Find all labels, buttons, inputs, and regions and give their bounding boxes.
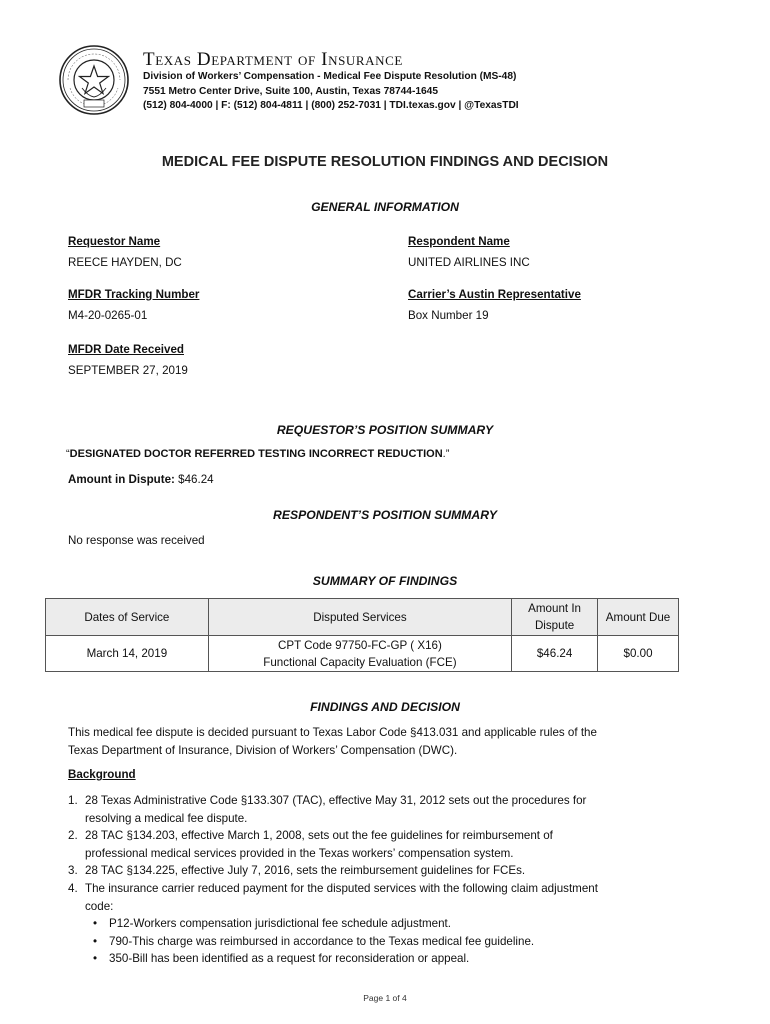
letterhead — [143, 50, 703, 114]
list-item-text: The insurance carrier reduced payment for the disputed services with the following claim adjustment — [85, 881, 598, 895]
agency-contact: (512) 804-4000 | F: (512) 804-4811 | (800) 252-7031 | TDI.texas.gov | @TexasTDI — [143, 100, 519, 111]
quote-open: “ — [66, 448, 70, 460]
requestor-position-quote — [66, 448, 449, 460]
adjustment-code-item — [89, 915, 698, 933]
adjustment-codes-list — [85, 915, 698, 968]
date-received-label: MFDR Date Received — [68, 343, 184, 356]
list-item-text: 28 Texas Administrative Code §133.307 (TAC), effective May 31, 2012 sets out the procedures for — [85, 794, 587, 807]
adjustment-code-item — [89, 933, 698, 951]
background-list — [68, 792, 698, 968]
carrier-rep-value: Box Number 19 — [408, 309, 489, 322]
table-header-row — [46, 599, 679, 636]
background-label: Background — [68, 768, 136, 781]
respondent-name-value: UNITED AIRLINES INC — [408, 256, 530, 269]
document-title: MEDICAL FEE DISPUTE RESOLUTION FINDINGS AND DECISION — [161, 154, 609, 170]
tdi-seal-icon — [58, 44, 130, 116]
bullet-icon: • — [93, 934, 98, 948]
requestor-name-value: REECE HAYDEN, DC — [68, 256, 182, 269]
list-item-text: code: — [85, 899, 114, 913]
list-item-text: professional medical services provided in the Texas workers’ compensation system. — [85, 846, 514, 860]
page-number: Page 1 of 4 — [363, 993, 407, 1003]
respondent-position-text: No response was received — [68, 534, 205, 547]
column-header: Amount Due — [598, 599, 679, 636]
list-item — [68, 862, 698, 880]
date-received-value: SEPTEMBER 27, 2019 — [68, 364, 188, 377]
amount-in-dispute-cell: $46.24 — [512, 636, 598, 672]
quote-close: .” — [442, 448, 450, 460]
general-information-heading: GENERAL INFORMATION — [311, 200, 459, 214]
summary-heading: SUMMARY OF FINDINGS — [312, 574, 458, 588]
service-code: CPT Code 97750-FC-GP ( X16) — [277, 638, 442, 652]
intro-line: This medical fee dispute is decided pursuant to Texas Labor Code §413.031 and applicable rules of the — [68, 726, 597, 739]
adjustment-code-text: 790-This charge was reimbursed in accordance to the Texas medical fee guideline. — [109, 934, 535, 948]
intro-line: Texas Department of Insurance, Division of Workers’ Compensation (DWC). — [68, 743, 458, 757]
requestor-name-label: Requestor Name — [68, 235, 161, 248]
findings-intro — [68, 724, 688, 759]
carrier-rep-label: Carrier’s Austin Representative — [408, 288, 581, 301]
column-header-line: Dispute — [534, 619, 575, 632]
amount-in-dispute-label: Amount in Dispute: — [68, 473, 175, 486]
column-header: Dates of Service — [46, 599, 209, 636]
column-header — [512, 599, 598, 636]
list-item-text: resolving a medical fee dispute. — [85, 811, 248, 825]
list-number: 1. — [68, 794, 78, 807]
disputed-services-cell — [208, 636, 511, 672]
date-of-service-cell: March 14, 2019 — [46, 636, 209, 672]
adjustment-code-item — [89, 950, 698, 968]
list-item — [68, 792, 698, 827]
amount-in-dispute — [68, 473, 214, 486]
amount-due-cell: $0.00 — [598, 636, 679, 672]
amount-in-dispute-value: $46.24 — [178, 473, 214, 486]
list-number: 2. — [68, 829, 78, 843]
requestor-position-heading: REQUESTOR’S POSITION SUMMARY — [276, 423, 494, 437]
quote-text: DESIGNATED DOCTOR REFERRED TESTING INCORRECT REDUCTION — [69, 448, 443, 460]
column-header-line: Amount In — [528, 602, 582, 615]
list-number: 3. — [68, 864, 78, 878]
column-header: Disputed Services — [208, 599, 511, 636]
findings-decision-heading: FINDINGS AND DECISION — [310, 700, 460, 714]
tracking-number-value: M4-20-0265-01 — [68, 309, 148, 322]
respondent-name-label: Respondent Name — [408, 235, 510, 248]
list-item — [68, 880, 698, 968]
list-item — [68, 827, 698, 862]
bullet-icon: • — [93, 952, 98, 966]
list-number: 4. — [68, 881, 78, 895]
findings-table — [45, 598, 679, 672]
service-description: Functional Capacity Evaluation (FCE) — [263, 655, 457, 669]
respondent-position-heading: RESPONDENT’S POSITION SUMMARY — [273, 508, 497, 522]
agency-address: 7551 Metro Center Drive, Suite 100, Austin, Texas 78744-1645 — [143, 85, 439, 97]
list-item-text: 28 TAC §134.225, effective July 7, 2016, sets the reimbursement guidelines for FCEs. — [85, 864, 526, 878]
division-name: Division of Workers’ Compensation - Medical Fee Dispute Resolution (MS-48) — [143, 71, 517, 82]
agency-name: Texas Department of Insurance — [143, 49, 403, 70]
adjustment-code-text: 350-Bill has been identified as a request for reconsideration or appeal. — [109, 952, 470, 966]
bullet-icon: • — [93, 917, 98, 931]
tracking-number-label: MFDR Tracking Number — [68, 288, 200, 301]
table-row — [46, 636, 679, 672]
adjustment-code-text: P12-Workers compensation jurisdictional fee schedule adjustment. — [109, 917, 451, 931]
list-item-text: 28 TAC §134.203, effective March 1, 2008, sets out the fee guidelines for reimbursement of — [85, 829, 553, 843]
